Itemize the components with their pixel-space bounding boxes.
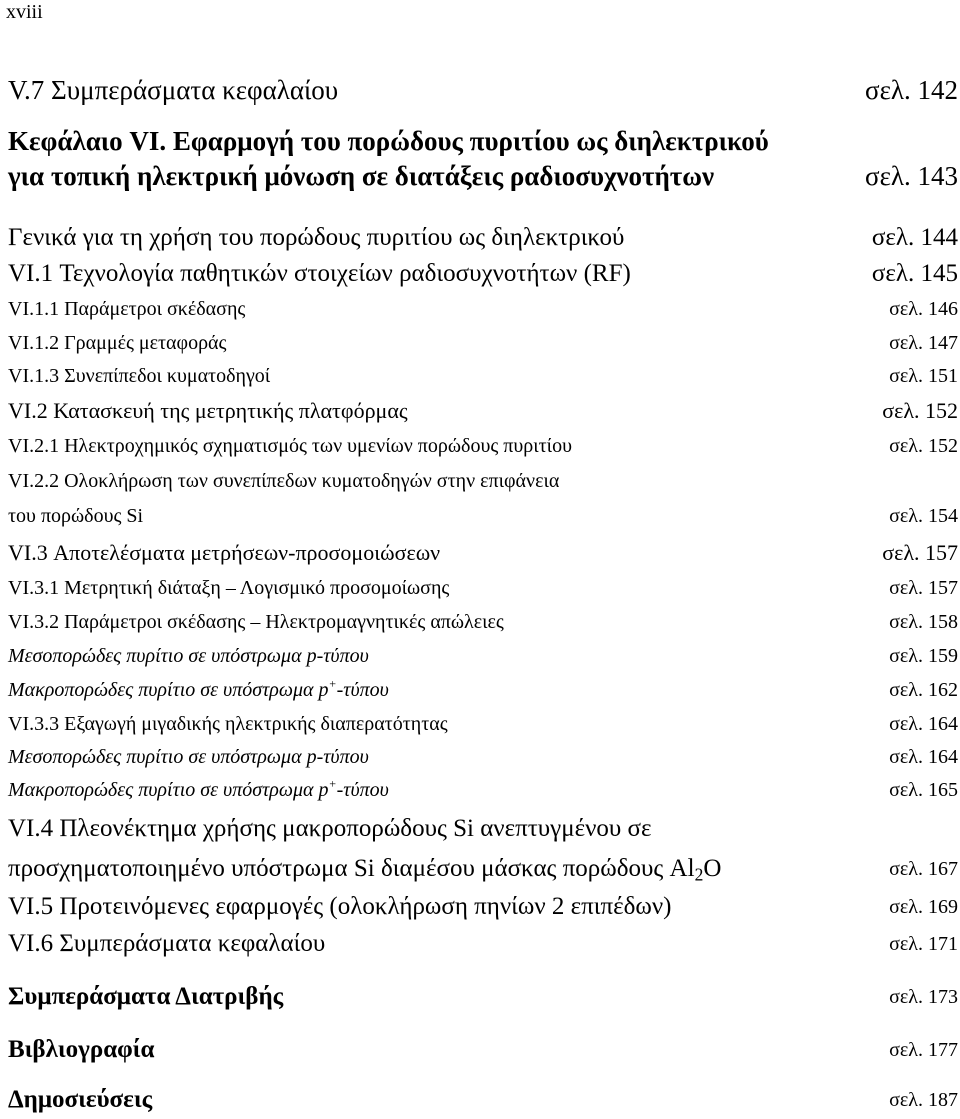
toc-entry-mesoporous-1[interactable] [8,644,958,668]
toc-entry-title: VI.3.3 Εξαγωγή μιγαδικής ηλεκτρικής διαπερατότητας [8,713,448,735]
toc-entry-page: σελ. 173 [889,986,958,1008]
toc-entry-page: σελ. 171 [889,933,958,955]
toc-entry-title: VI.3 Αποτελέσματα μετρήσεων-προσομοιώσεων [8,540,441,565]
toc-entry-title: VI.6 Συμπεράσματα κεφαλαίου [8,930,326,957]
toc-entry-page: σελ. 152 [882,398,958,423]
toc-entry-vi12[interactable] [8,331,958,355]
toc-entry-vi33[interactable] [8,712,958,736]
toc-entry-macroporous-2[interactable] [8,778,958,802]
toc-entry-page: σελ. 145 [871,260,958,287]
toc-entry-title: Δημοσιεύσεις [8,1086,153,1113]
toc-entry-page: σελ. 151 [889,365,958,387]
page-number: xviii [6,1,43,23]
toc-entry-page: σελ. 142 [865,75,958,105]
toc-entry-page: σελ. 162 [889,679,958,701]
toc-entry-title: Μακροπορώδες πυρίτιο σε υπόστρωμα p+-τύπου [8,676,389,701]
toc-entry-general[interactable] [8,224,958,252]
toc-entry-bibliography[interactable] [8,1036,958,1064]
toc-entry-title: VI.2 Κατασκευή της μετρητικής πλατφόρμας [8,398,408,423]
toc-entry-title: VI.5 Προτεινόμενες εφαρμογές (ολοκλήρωση πηνίων 2 επιπέδων) [8,893,672,920]
toc-entry-page: σελ. 154 [889,505,958,527]
toc-entry-title: VI.2.1 Ηλεκτροχημικός σχηματισμός των υμενίων πορώδους πυριτίου [8,435,572,457]
toc-entry-title: V.7 Συμπεράσματα κεφαλαίου [8,75,339,105]
toc-entry-page: σελ. 157 [882,540,958,565]
toc-entry-vi11[interactable] [8,297,958,321]
superscript-plus: + [328,776,337,791]
toc-entry-page: σελ. 143 [865,161,958,191]
toc-chapter-heading-cont[interactable] [8,161,958,191]
toc-entry-page: σελ. 164 [889,713,958,735]
toc-entry-mesoporous-2[interactable] [8,745,958,769]
toc-entry-page: σελ. 167 [889,858,958,880]
toc-entry-title: προσχηματοποιημένο υπόστρωμα Si διαμέσου μάσκας πορώδους $Al_2O$ [8,855,722,885]
toc-entry-page: σελ. 165 [889,779,958,801]
toc-entry-vi22-cont[interactable] [8,504,958,528]
toc-entry-vi2[interactable] [8,398,958,424]
toc-entry-page: σελ. 152 [889,435,958,457]
toc-entry-title: VI.3.2 Παράμετροι σκέδασης – Ηλεκτρομαγνητικές απώλειες [8,611,504,633]
toc-entry-title: VI.2.2 Ολοκλήρωση των συνεπίπεδων κυματοδηγών στην επιφάνεια [8,470,560,492]
toc-entry-title: Βιβλιογραφία [8,1036,155,1063]
toc-entry-vi6[interactable] [8,930,958,958]
toc-entry-vi32[interactable] [8,610,958,634]
toc-entry-title: Κεφάλαιο VI. Εφαρμογή του πορώδους πυριτίου ως διηλεκτρικού [8,126,769,156]
toc-entry-conclusions[interactable] [8,983,958,1011]
toc-entry-page: σελ. 146 [889,298,958,320]
superscript-plus: + [328,676,337,691]
toc-entry-page: σελ. 157 [889,577,958,599]
toc-entry-page: σελ. 169 [889,896,958,918]
toc-entry-macroporous-1[interactable] [8,678,958,702]
toc-entry-page: σελ. 147 [889,332,958,354]
toc-entry-vi21[interactable] [8,434,958,458]
toc-entry-title: VI.1.3 Συνεπίπεδοι κυματοδηγοί [8,365,271,387]
toc-entry-page: σελ. 158 [889,611,958,633]
toc-entry-v7[interactable] [8,75,958,105]
subscript-2: 2 [694,864,704,885]
toc-entry-title: VI.3.1 Μετρητική διάταξη – Λογισμικό προσομοίωσης [8,577,450,599]
toc-entry-vi4-cont[interactable] [8,855,958,883]
toc-entry-page: σελ. 144 [871,224,958,251]
toc-entry-page: σελ. 187 [889,1089,958,1111]
toc-entry-vi1[interactable] [8,260,958,288]
toc-entry-title: για τοπική ηλεκτρική μόνωση σε διατάξεις ραδιοσυχνοτήτων [8,161,715,191]
toc-entry-title: του πορώδους Si [8,505,144,527]
toc-entry-title: VI.4 Πλεονέκτημα χρήσης μακροπορώδους Si ανεπτυγμένου σε [8,815,652,842]
toc-entry-title: Γενικά για τη χρήση του πορώδους πυριτίου ως διηλεκτρικού [8,224,625,251]
toc-entry-publications[interactable] [8,1086,958,1114]
toc-entry-title: VI.1.2 Γραμμές μεταφοράς [8,332,227,354]
toc-entry-title: VI.1.1 Παράμετροι σκέδασης [8,298,246,320]
toc-entry-title: Μακροπορώδες πυρίτιο σε υπόστρωμα p+-τύπου [8,776,389,801]
toc-entry-title: VI.1 Τεχνολογία παθητικών στοιχείων ραδιοσυχνοτήτων (RF) [8,260,631,287]
toc-entry-vi3[interactable] [8,540,958,566]
toc-entry-vi13[interactable] [8,364,958,388]
toc-entry-vi22[interactable] [8,469,958,493]
toc-entry-vi4[interactable] [8,815,958,843]
toc-chapter-heading[interactable] [8,126,958,156]
toc-entry-title: Συμπεράσματα Διατριβής [8,983,284,1010]
toc-entry-vi31[interactable] [8,576,958,600]
toc-entry-vi5[interactable] [8,893,958,921]
toc-entry-page: σελ. 164 [889,746,958,768]
toc-entry-page: σελ. 177 [889,1039,958,1061]
toc-entry-title: Μεσοπορώδες πυρίτιο σε υπόστρωμα p-τύπου [8,746,369,768]
toc-entry-page: σελ. 159 [889,645,958,667]
toc-entry-title: Μεσοπορώδες πυρίτιο σε υπόστρωμα p-τύπου [8,645,369,667]
